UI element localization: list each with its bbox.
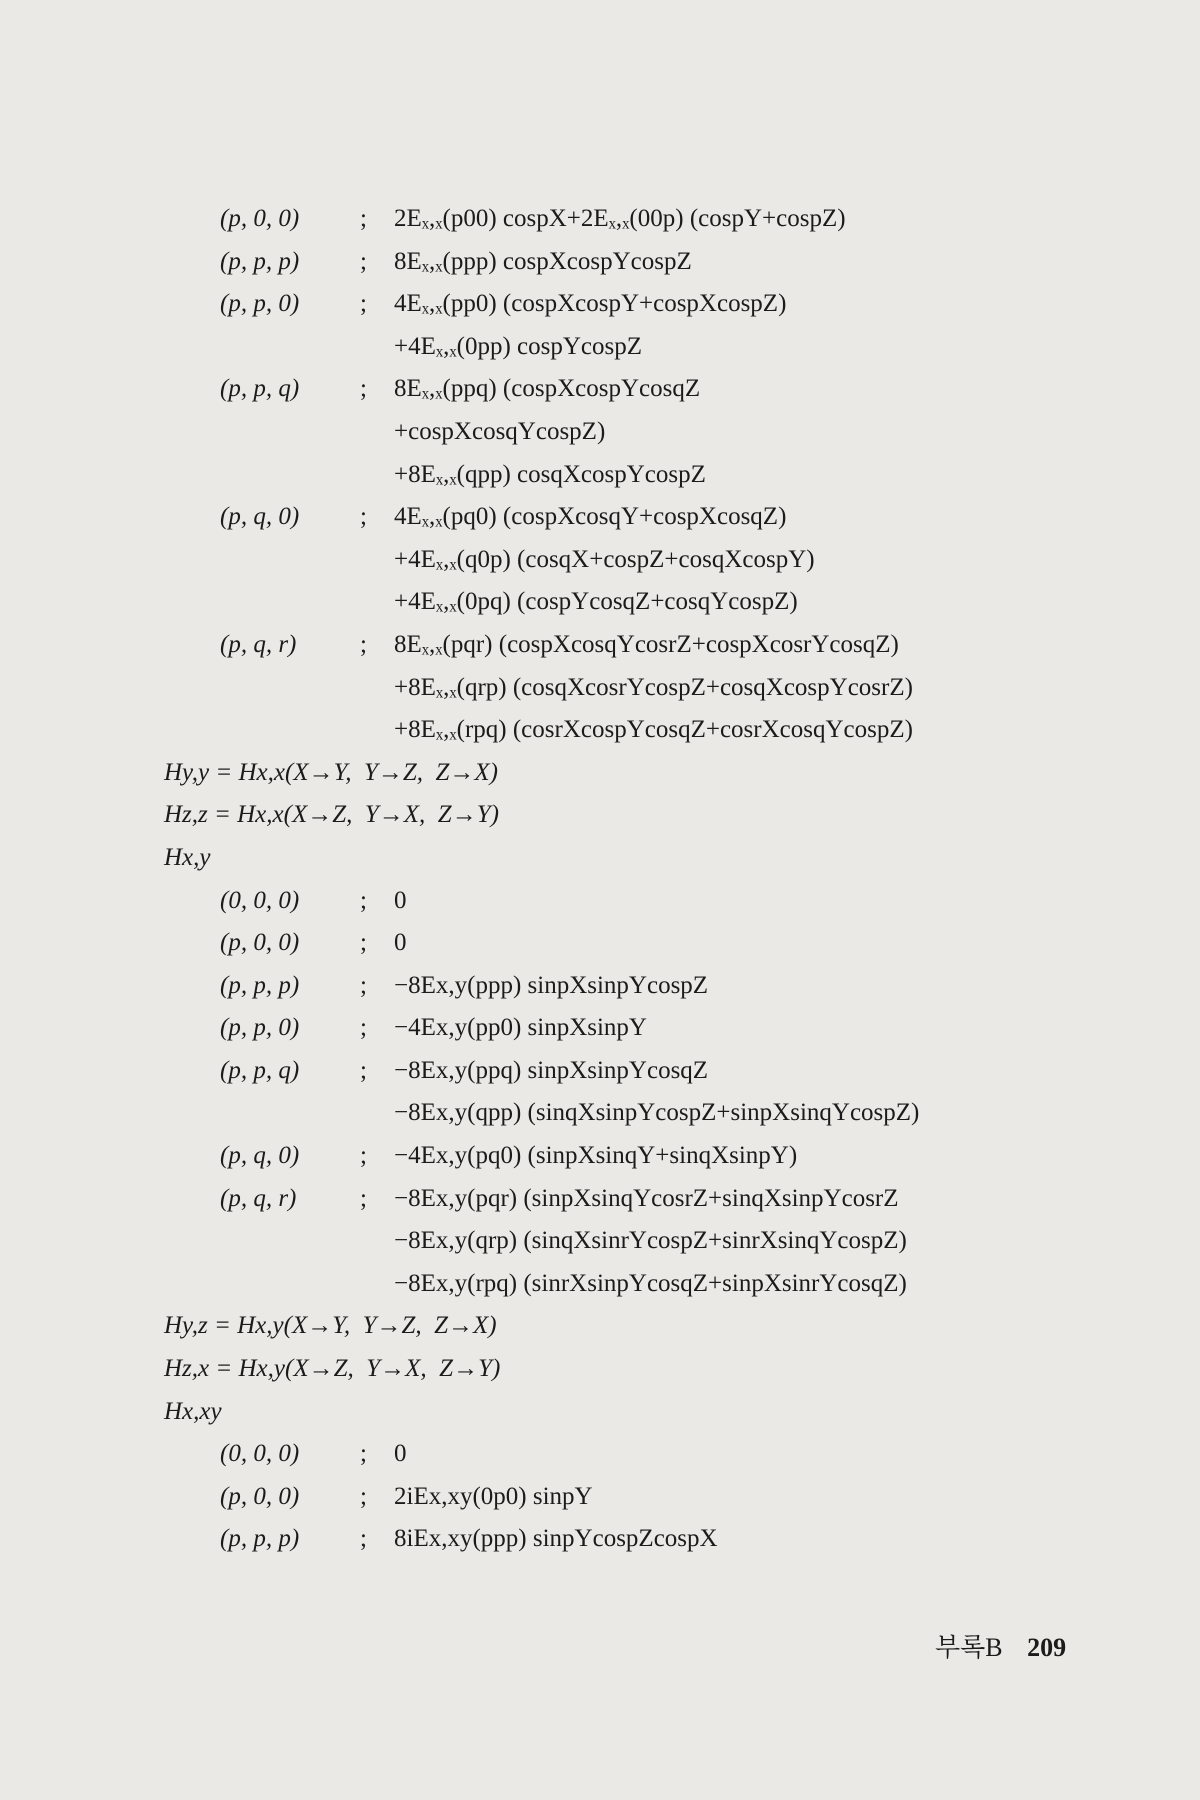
expression: 8iEx,xy(ppp) sinpYcospZcospX: [394, 1525, 718, 1553]
expression: −8Ex,y(qrp) (sinqXsinrYcospZ+sinrXsinqYcospZ): [394, 1227, 907, 1255]
equation-line: [188, 624, 1108, 667]
expression: 8Eₓ,ₓ(ppq) (cospXcospYcosqZ: [394, 375, 701, 403]
equation-line: [188, 454, 1108, 497]
heading-equation: Hy,y = Hx,x(X→Y, Y→Z, Z→X): [164, 758, 498, 786]
index-label: (p, p, p): [220, 247, 300, 275]
expression: −8Ex,y(ppp) sinpXsinpYcospZ: [394, 971, 709, 999]
page-number: 209: [1027, 1633, 1067, 1662]
index-label: (p, 0, 0): [220, 929, 300, 957]
expression: +4Eₓ,ₓ(0pq) (cospYcosqZ+cosqYcospZ): [394, 588, 798, 616]
index-label: (p, q, r): [220, 630, 297, 658]
hxx-terms: [188, 198, 1108, 752]
expression: 8Eₓ,ₓ(pqr) (cospXcosqYcosrZ+cospXcosrYcosqZ): [394, 630, 899, 658]
index-label: (p, q, r): [220, 1184, 297, 1212]
index-label: (p, p, q): [220, 375, 300, 403]
equation-line: [188, 581, 1108, 624]
equation-line: [188, 326, 1108, 369]
index-label: (p, q, 0): [220, 1142, 300, 1170]
index-label: (p, p, p): [220, 971, 300, 999]
expression: −4Ex,y(pq0) (sinpXsinqY+sinqXsinpY): [394, 1142, 798, 1170]
expression: −8Ex,y(rpq) (sinrXsinpYcosqZ+sinpXsinrYcosqZ): [394, 1269, 907, 1297]
heading-equation: Hz,x = Hx,y(X→Z, Y→X, Z→Y): [164, 1355, 501, 1383]
equation-line: [188, 1092, 1108, 1135]
separator: ;: [360, 886, 367, 914]
separator: ;: [360, 247, 367, 275]
equation-line: [188, 283, 1108, 326]
equation-line: [188, 1263, 1108, 1306]
separator: ;: [360, 1525, 367, 1553]
equation-line: [188, 411, 1108, 454]
equation-line: [188, 880, 1108, 923]
expression: 2Eₓ,ₓ(p00) cospX+2Eₓ,ₓ(00p) (cospY+cospZ): [394, 205, 846, 232]
index-label: (0, 0, 0): [220, 1440, 300, 1468]
expression: +4Eₓ,ₓ(q0p) (cosqX+cospZ+cosqXcospY): [394, 545, 815, 573]
expression: +8Eₓ,ₓ(qpp) cosqXcospYcospZ: [394, 460, 706, 488]
equation-line: [188, 368, 1108, 411]
index-label: (0, 0, 0): [220, 886, 300, 914]
equation-line: [188, 496, 1108, 539]
equation-line: [188, 1007, 1108, 1050]
equation-line: [188, 922, 1108, 965]
separator: ;: [360, 1142, 367, 1170]
hxy-terms: [188, 880, 1108, 1306]
equation-line: [188, 241, 1108, 284]
equation-line: [188, 667, 1108, 710]
expression: 0: [394, 929, 407, 957]
equation-line: [188, 1220, 1108, 1263]
equation-line: [188, 1135, 1108, 1178]
separator: ;: [360, 1482, 367, 1510]
expression: 4Eₓ,ₓ(pq0) (cospXcosqY+cospXcosqZ): [394, 503, 787, 531]
index-label: (p, 0, 0): [220, 205, 300, 232]
equation-line: [188, 198, 1108, 241]
separator: ;: [360, 971, 367, 999]
index-label: (p, p, p): [220, 1525, 300, 1553]
separator: ;: [360, 1440, 367, 1468]
equation-line: [188, 709, 1108, 752]
index-label: (p, q, 0): [220, 503, 300, 531]
expression: +4Eₓ,ₓ(0pp) cospYcospZ: [394, 332, 642, 360]
equation-line: [188, 1476, 1108, 1519]
expression: 0: [394, 886, 407, 914]
separator: ;: [360, 1014, 367, 1042]
equation-block: [164, 198, 1108, 1561]
heading-equation: Hy,z = Hx,y(X→Y, Y→Z, Z→X): [164, 1312, 497, 1340]
index-label: (p, p, 0): [220, 1014, 300, 1042]
separator: ;: [360, 205, 367, 232]
separator: ;: [360, 1056, 367, 1084]
appendix-label: 부록B: [935, 1633, 1003, 1662]
index-label: (p, p, q): [220, 1056, 300, 1084]
separator: ;: [360, 290, 367, 318]
expression: 8Eₓ,ₓ(ppp) cospXcospYcospZ: [394, 247, 692, 275]
expression: 2iEx,xy(0p0) sinpY: [394, 1482, 593, 1510]
separator: ;: [360, 929, 367, 957]
section-heading: Hx,y: [164, 843, 211, 871]
equation-line: [188, 539, 1108, 582]
expression: 4Eₓ,ₓ(pp0) (cospXcospY+cospXcospZ): [394, 290, 787, 318]
expression: −8Ex,y(ppq) sinpXsinpYcosqZ: [394, 1056, 709, 1084]
separator: ;: [360, 503, 367, 531]
expression: +8Eₓ,ₓ(rpq) (cosrXcospYcosqZ+cosrXcosqYcospZ): [394, 716, 913, 744]
equation-line: [188, 1050, 1108, 1093]
index-label: (p, p, 0): [220, 290, 300, 318]
page-footer: [935, 1627, 1066, 1664]
index-label: (p, 0, 0): [220, 1482, 300, 1510]
separator: ;: [360, 375, 367, 403]
equation-line: [188, 1178, 1108, 1221]
expression: +cospXcosqYcospZ): [394, 417, 606, 445]
expression: 0: [394, 1440, 407, 1468]
separator: ;: [360, 630, 367, 658]
heading-equation: Hz,z = Hx,x(X→Z, Y→X, Z→Y): [164, 801, 499, 829]
section-heading: Hx,xy: [164, 1397, 222, 1425]
expression: −4Ex,y(pp0) sinpXsinpY: [394, 1014, 647, 1042]
equation-line: [188, 1518, 1108, 1561]
separator: ;: [360, 1184, 367, 1212]
expression: +8Eₓ,ₓ(qrp) (cosqXcosrYcospZ+cosqXcospYcosrZ): [394, 673, 913, 701]
expression: −8Ex,y(pqr) (sinpXsinqYcosrZ+sinqXsinpYcosrZ: [394, 1184, 899, 1212]
hxxy-terms: [188, 1433, 1108, 1561]
expression: −8Ex,y(qpp) (sinqXsinpYcospZ+sinpXsinqYcospZ): [394, 1099, 920, 1127]
equation-line: [188, 1433, 1108, 1476]
equation-line: [188, 965, 1108, 1008]
